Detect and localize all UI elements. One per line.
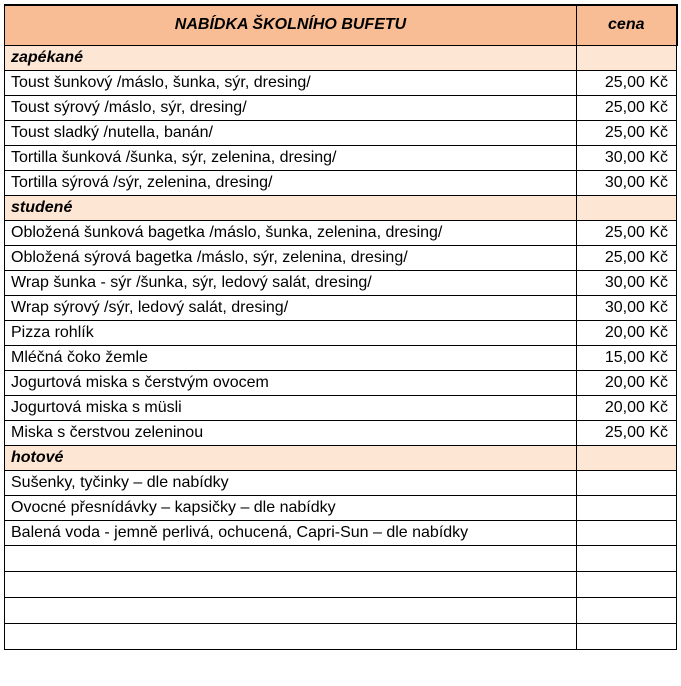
item-name: Obložená sýrová bagetka /máslo, sýr, zelenina, dresing/: [5, 245, 577, 270]
table-row: [5, 370, 677, 395]
section-row-hotove: [5, 445, 677, 470]
item-name: Toust šunkový /máslo, šunka, sýr, dresing/: [5, 70, 577, 95]
section-label: hotové: [5, 445, 577, 470]
table-row: [5, 495, 677, 520]
item-name: [5, 623, 577, 649]
table-row: [5, 345, 677, 370]
item-price: 15,00 Kč: [577, 345, 677, 370]
table-row: [5, 420, 677, 445]
table-row: [5, 245, 677, 270]
table-row: [5, 520, 677, 545]
item-price: [577, 623, 677, 649]
item-name: Wrap šunka - sýr /šunka, sýr, ledový salát, dresing/: [5, 270, 577, 295]
item-name: [5, 545, 577, 571]
section-row-studene: [5, 195, 677, 220]
blank-row: [5, 597, 677, 623]
menu-title: NABÍDKA ŠKOLNÍHO BUFETU: [5, 5, 577, 45]
item-name: Balená voda - jemně perlivá, ochucená, Capri-Sun – dle nabídky: [5, 520, 577, 545]
item-name: [5, 597, 577, 623]
section-row-zapekane: [5, 45, 677, 70]
table-row: [5, 320, 677, 345]
item-price: 25,00 Kč: [577, 120, 677, 145]
blank-row: [5, 571, 677, 597]
section-price-cell: [577, 45, 677, 70]
item-price: 25,00 Kč: [577, 70, 677, 95]
section-label: studené: [5, 195, 577, 220]
header-row: [5, 5, 677, 45]
item-price: 25,00 Kč: [577, 220, 677, 245]
table-row: [5, 170, 677, 195]
menu-table: [4, 4, 678, 650]
blank-row: [5, 545, 677, 571]
item-name: Wrap sýrový /sýr, ledový salát, dresing/: [5, 295, 577, 320]
item-name: Jogurtová miska s müsli: [5, 395, 577, 420]
blank-row: [5, 623, 677, 649]
item-price: [577, 545, 677, 571]
item-name: Tortilla sýrová /sýr, zelenina, dresing/: [5, 170, 577, 195]
table-row: [5, 145, 677, 170]
menu-body: [5, 45, 677, 649]
table-row: [5, 470, 677, 495]
table-row: [5, 395, 677, 420]
table-row: [5, 120, 677, 145]
item-price: 25,00 Kč: [577, 95, 677, 120]
item-price: 20,00 Kč: [577, 370, 677, 395]
section-price-cell: [577, 195, 677, 220]
table-row: [5, 220, 677, 245]
table-row: [5, 95, 677, 120]
item-price: 30,00 Kč: [577, 270, 677, 295]
item-name: [5, 571, 577, 597]
section-label: zapékané: [5, 45, 577, 70]
item-price: [577, 470, 677, 495]
item-price: 30,00 Kč: [577, 170, 677, 195]
section-price-cell: [577, 445, 677, 470]
item-name: Ovocné přesnídávky – kapsičky – dle nabídky: [5, 495, 577, 520]
item-price: 30,00 Kč: [577, 295, 677, 320]
item-name: Mléčná čoko žemle: [5, 345, 577, 370]
item-name: Sušenky, tyčinky – dle nabídky: [5, 470, 577, 495]
item-name: Miska s čerstvou zeleninou: [5, 420, 577, 445]
menu-sheet: [4, 4, 676, 650]
item-price: [577, 597, 677, 623]
item-price: 25,00 Kč: [577, 245, 677, 270]
item-name: Jogurtová miska s čerstvým ovocem: [5, 370, 577, 395]
item-name: Obložená šunková bagetka /máslo, šunka, zelenina, dresing/: [5, 220, 577, 245]
item-name: Toust sladký /nutella, banán/: [5, 120, 577, 145]
item-name: Tortilla šunková /šunka, sýr, zelenina, dresing/: [5, 145, 577, 170]
item-price: 20,00 Kč: [577, 320, 677, 345]
item-price: [577, 571, 677, 597]
table-row: [5, 70, 677, 95]
price-column-header: cena: [577, 5, 677, 45]
item-price: 20,00 Kč: [577, 395, 677, 420]
item-price: 25,00 Kč: [577, 420, 677, 445]
item-price: [577, 520, 677, 545]
item-name: Toust sýrový /máslo, sýr, dresing/: [5, 95, 577, 120]
table-row: [5, 295, 677, 320]
item-price: 30,00 Kč: [577, 145, 677, 170]
item-price: [577, 495, 677, 520]
table-row: [5, 270, 677, 295]
item-name: Pizza rohlík: [5, 320, 577, 345]
